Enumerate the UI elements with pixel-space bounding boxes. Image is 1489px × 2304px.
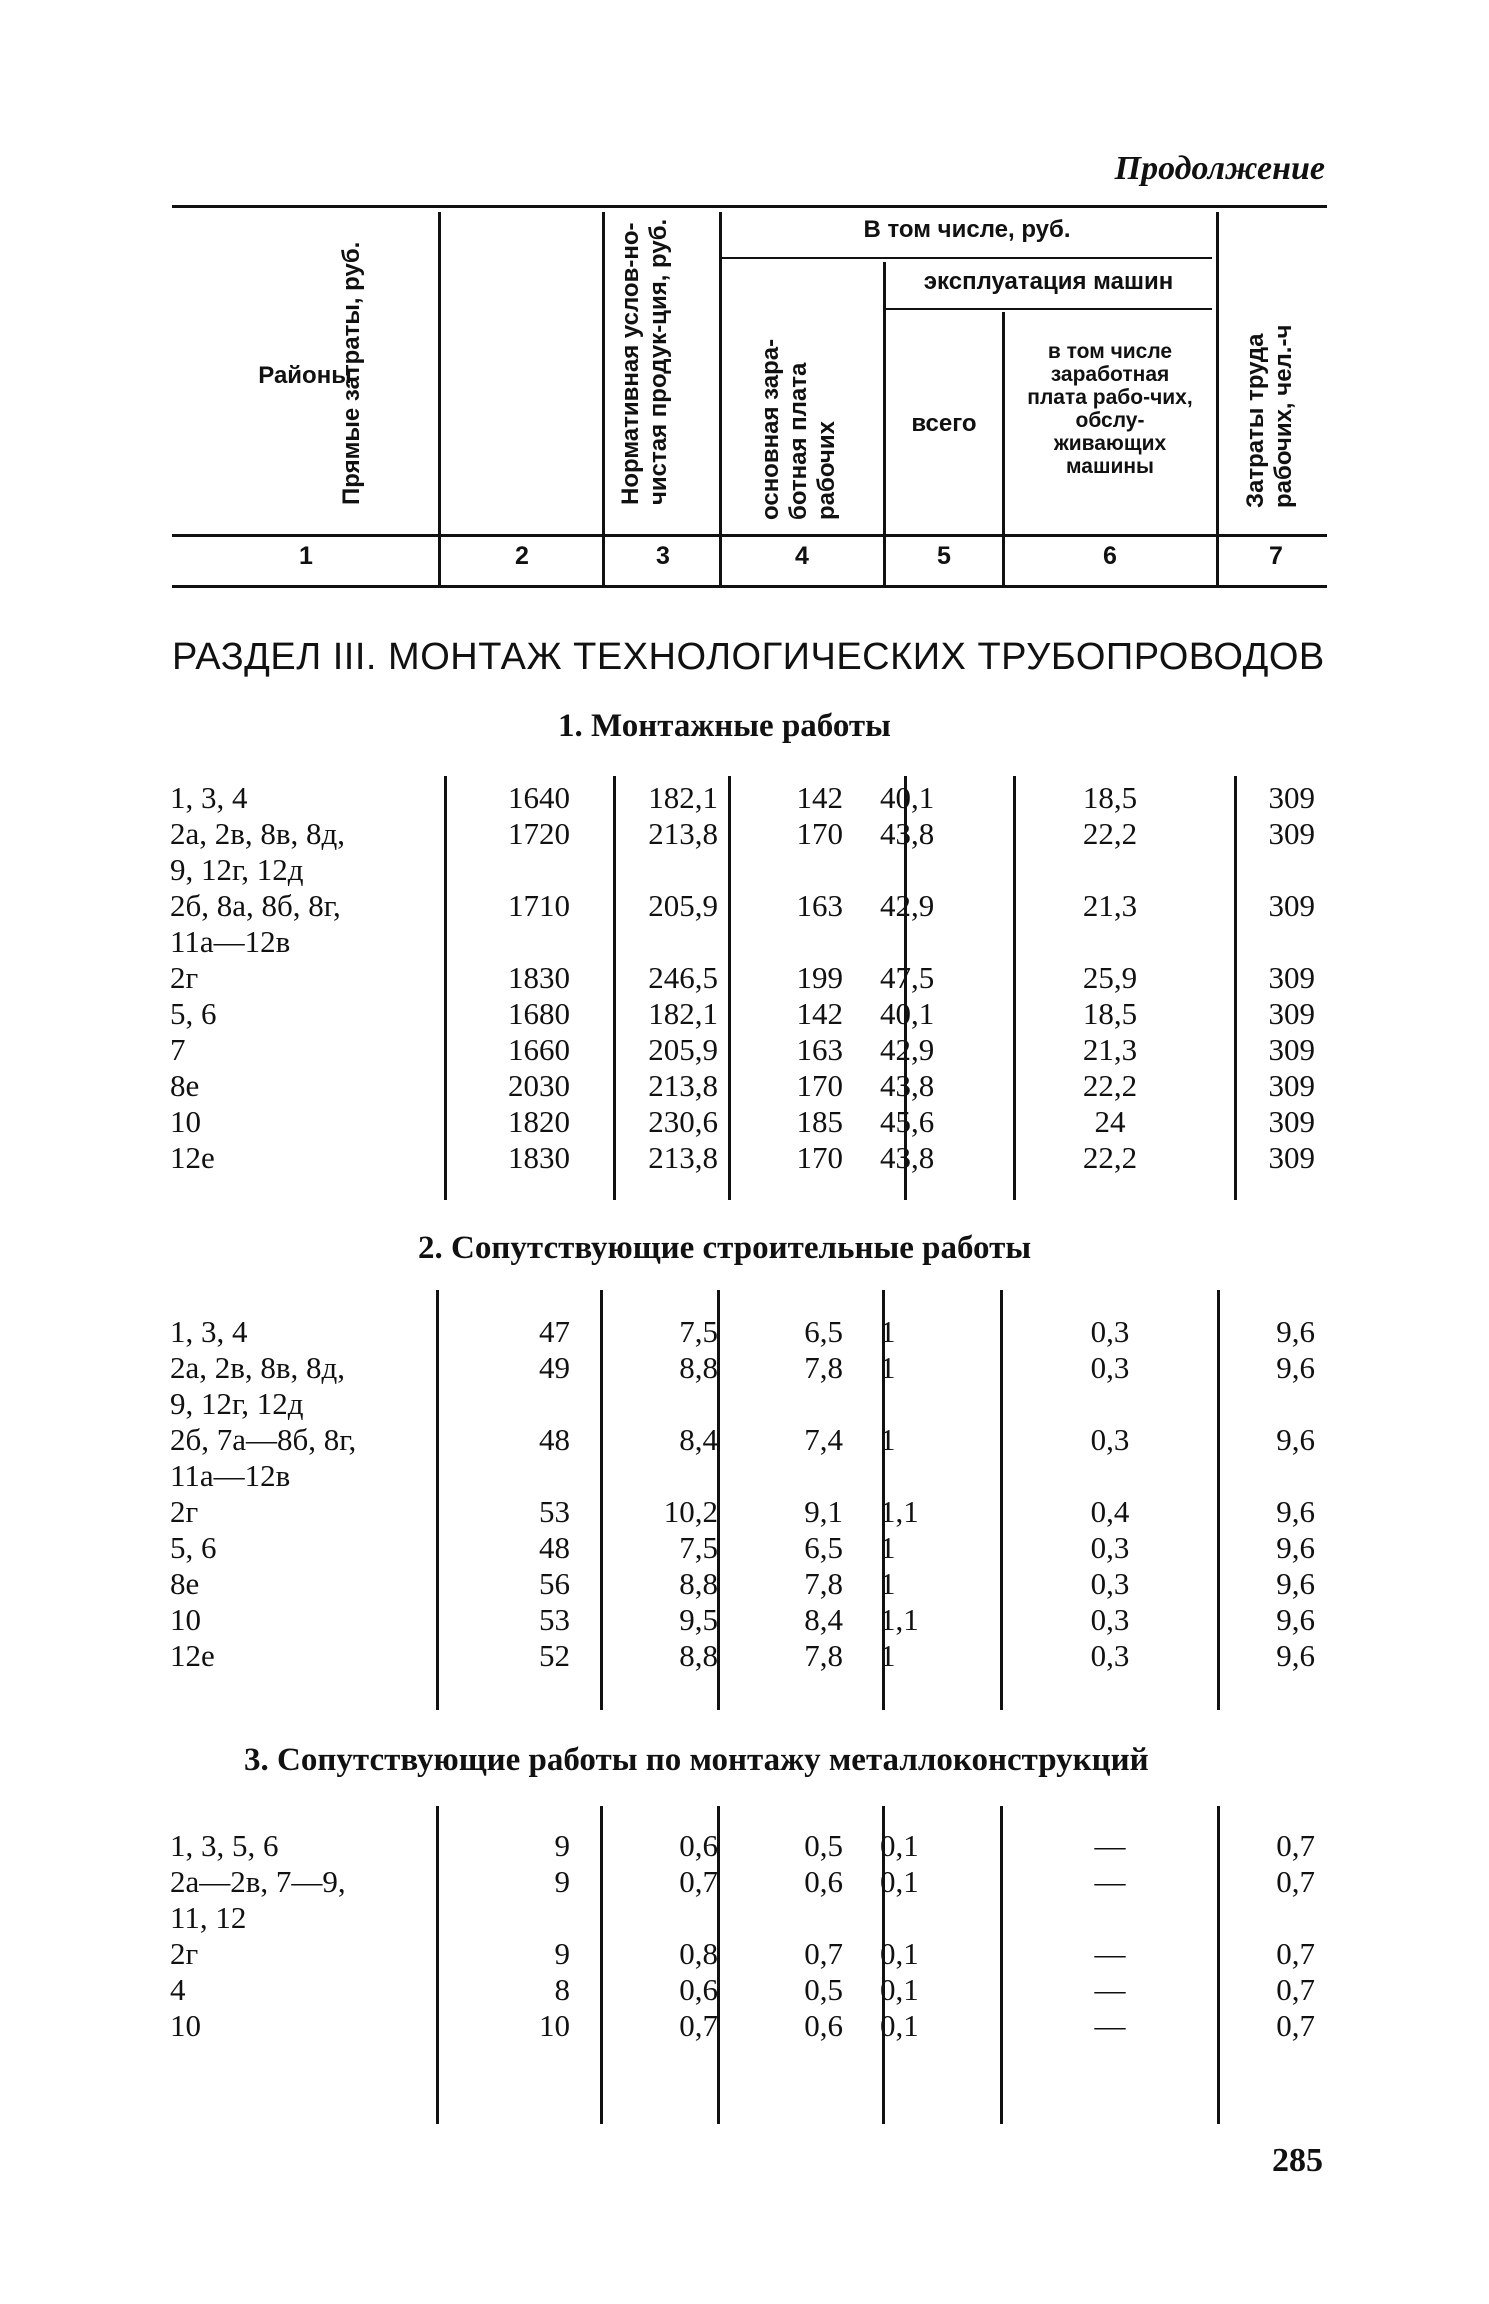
table-row <box>0 2008 1489 2044</box>
machines-total-cell: 42,9 <box>880 1032 935 1067</box>
base-wage-cell: 0,6 <box>804 2008 843 2043</box>
col-number-6: 6 <box>1103 542 1117 570</box>
labor-cell: 0,7 <box>1276 1972 1315 2007</box>
labor-cell: 309 <box>1268 1104 1315 1139</box>
table-row <box>0 1900 1489 1936</box>
machines-wage-cell: 0,3 <box>1090 1350 1130 1385</box>
col-number-4: 4 <box>795 542 809 570</box>
direct-costs-cell: 1640 <box>508 780 570 815</box>
base-wage-cell: 7,4 <box>804 1422 843 1457</box>
table-row <box>0 1386 1489 1422</box>
district-cell: 1, 3, 4 <box>170 1314 248 1349</box>
machines-group-rule <box>885 308 1212 310</box>
block-2-title: 2. Сопутствующие строительные работы <box>418 1230 1032 1266</box>
col-number-7: 7 <box>1269 542 1283 570</box>
district-cell: 12е <box>170 1140 215 1175</box>
header-top-rule <box>172 205 1327 208</box>
normative-cell: 7,5 <box>679 1314 718 1349</box>
base-wage-cell: 8,4 <box>804 1602 843 1637</box>
district-cell: 8е <box>170 1566 200 1601</box>
labor-cell: 9,6 <box>1276 1602 1315 1637</box>
district-cell: 10 <box>170 2008 201 2043</box>
machines-wage-cell: — <box>1094 1936 1126 1971</box>
machines-total-cell: 40,1 <box>880 996 935 1031</box>
district-cell: 2а, 2в, 8в, 8д, <box>170 816 346 851</box>
labor-cell: 0,7 <box>1276 1828 1315 1863</box>
header-vrule-2 <box>602 212 605 588</box>
district-cell: 11а—12в <box>170 1458 291 1493</box>
labor-cell: 0,7 <box>1276 1864 1315 1899</box>
direct-costs-cell: 49 <box>539 1350 570 1385</box>
table-row <box>0 1494 1489 1530</box>
base-wage-cell: 170 <box>796 1068 843 1103</box>
direct-costs-cell: 2030 <box>508 1068 570 1103</box>
machines-total-cell: 0,1 <box>880 1864 919 1899</box>
col-machines-group-label: эксплуатация машин <box>923 268 1174 295</box>
base-wage-cell: 163 <box>796 888 843 923</box>
direct-costs-cell: 1830 <box>508 1140 570 1175</box>
block-3-table <box>0 1806 1489 2124</box>
normative-cell: 246,5 <box>648 960 718 995</box>
table-row <box>0 852 1489 888</box>
table-row <box>0 1530 1489 1566</box>
col-incl-group-label: В том числе, руб. <box>863 216 1071 243</box>
col-district-label: Районы <box>258 362 352 389</box>
direct-costs-cell: 1720 <box>508 816 570 851</box>
district-cell: 2а—2в, 7—9, <box>170 1864 346 1899</box>
direct-costs-cell: 9 <box>554 1828 570 1863</box>
machines-wage-cell: 18,5 <box>1082 780 1138 815</box>
district-cell: 8е <box>170 1068 200 1103</box>
table-row <box>0 1314 1489 1350</box>
base-wage-cell: 0,7 <box>804 1936 843 1971</box>
machines-wage-cell: 0,3 <box>1090 1422 1130 1457</box>
machines-total-cell: 1 <box>880 1566 896 1601</box>
machines-total-cell: 1 <box>880 1350 896 1385</box>
district-cell: 10 <box>170 1104 201 1139</box>
machines-wage-cell: 0,3 <box>1090 1566 1130 1601</box>
direct-costs-cell: 8 <box>554 1972 570 2007</box>
table-row <box>0 1104 1489 1140</box>
table-row <box>0 888 1489 924</box>
normative-cell: 10,2 <box>663 1494 718 1529</box>
machines-total-cell: 1 <box>880 1638 896 1673</box>
normative-cell: 213,8 <box>648 816 718 851</box>
district-cell: 12е <box>170 1638 215 1673</box>
table-row <box>0 1068 1489 1104</box>
direct-costs-cell: 53 <box>539 1494 570 1529</box>
machines-wage-cell: 18,5 <box>1082 996 1138 1031</box>
normative-cell: 0,6 <box>679 1972 718 2007</box>
district-cell: 1, 3, 4 <box>170 780 248 815</box>
block-2-table <box>0 1290 1489 1710</box>
district-cell: 11а—12в <box>170 924 291 959</box>
col-direct-costs-label: Прямые затраты, руб. <box>338 241 365 505</box>
machines-wage-cell: — <box>1094 2008 1126 2043</box>
machines-wage-cell: 0,3 <box>1090 1530 1130 1565</box>
machines-total-cell: 1 <box>880 1422 896 1457</box>
base-wage-cell: 0,6 <box>804 1864 843 1899</box>
table-row <box>0 924 1489 960</box>
normative-cell: 0,7 <box>679 2008 718 2043</box>
machines-total-cell: 42,9 <box>880 888 935 923</box>
normative-cell: 182,1 <box>648 996 718 1031</box>
labor-cell: 9,6 <box>1276 1638 1315 1673</box>
direct-costs-cell: 1820 <box>508 1104 570 1139</box>
direct-costs-cell: 48 <box>539 1422 570 1457</box>
base-wage-cell: 7,8 <box>804 1566 843 1601</box>
labor-cell: 309 <box>1268 780 1315 815</box>
normative-cell: 8,8 <box>679 1350 718 1385</box>
machines-wage-cell: 25,9 <box>1082 960 1138 995</box>
machines-total-cell: 43,8 <box>880 816 935 851</box>
col-number-2: 2 <box>515 542 529 570</box>
col-number-3: 3 <box>656 542 670 570</box>
district-cell: 5, 6 <box>170 1530 217 1565</box>
machines-wage-cell: 0,3 <box>1090 1602 1130 1637</box>
table-row <box>0 780 1489 816</box>
district-cell: 11, 12 <box>170 1900 247 1935</box>
normative-cell: 213,8 <box>648 1068 718 1103</box>
header-vrule-6 <box>1216 212 1219 588</box>
direct-costs-cell: 52 <box>539 1638 570 1673</box>
base-wage-cell: 199 <box>796 960 843 995</box>
base-wage-cell: 163 <box>796 1032 843 1067</box>
district-cell: 2г <box>170 1494 199 1529</box>
normative-cell: 182,1 <box>648 780 718 815</box>
machines-wage-cell: 21,3 <box>1082 1032 1138 1067</box>
normative-cell: 0,8 <box>679 1936 718 1971</box>
table-row <box>0 1422 1489 1458</box>
labor-cell: 0,7 <box>1276 1936 1315 1971</box>
base-wage-cell: 7,8 <box>804 1350 843 1385</box>
machines-total-cell: 43,8 <box>880 1140 935 1175</box>
col-total-label: всего <box>911 410 977 437</box>
machines-total-cell: 1,1 <box>880 1602 919 1637</box>
base-wage-cell: 0,5 <box>804 1972 843 2007</box>
direct-costs-cell: 9 <box>554 1864 570 1899</box>
direct-costs-cell: 1830 <box>508 960 570 995</box>
machines-wage-cell: 0,4 <box>1090 1494 1130 1529</box>
district-cell: 9, 12г, 12д <box>170 1386 304 1421</box>
base-wage-cell: 0,5 <box>804 1828 843 1863</box>
base-wage-cell: 185 <box>796 1104 843 1139</box>
machines-total-cell: 0,1 <box>880 1972 919 2007</box>
base-wage-cell: 170 <box>796 1140 843 1175</box>
district-cell: 10 <box>170 1602 201 1637</box>
block-1-title: 1. Монтажные работы <box>558 708 891 744</box>
district-cell: 2а, 2в, 8в, 8д, <box>170 1350 346 1385</box>
header-bottom-rule <box>172 534 1327 537</box>
normative-cell: 7,5 <box>679 1530 718 1565</box>
header-vrule-3 <box>719 212 722 588</box>
header-vrule-5 <box>1002 312 1005 588</box>
machines-total-cell: 1 <box>880 1314 896 1349</box>
district-cell: 2б, 8а, 8б, 8г, <box>170 888 341 923</box>
col-number-1: 1 <box>299 542 313 570</box>
base-wage-cell: 7,8 <box>804 1638 843 1673</box>
machines-total-cell: 0,1 <box>880 2008 919 2043</box>
machines-wage-cell: — <box>1094 1972 1126 2007</box>
machines-wage-cell: 22,2 <box>1082 1140 1138 1175</box>
col-normative-label: Нормативная услов-но-чистая продук-ция, руб. <box>617 218 672 505</box>
normative-cell: 0,6 <box>679 1828 718 1863</box>
machines-total-cell: 45,6 <box>880 1104 935 1139</box>
base-wage-cell: 6,5 <box>804 1314 843 1349</box>
base-wage-cell: 142 <box>796 780 843 815</box>
numbers-bottom-rule <box>172 585 1327 588</box>
normative-cell: 0,7 <box>679 1864 718 1899</box>
col-base-wage-label: основная зара-ботная плата рабочих <box>757 338 840 520</box>
table-row <box>0 1864 1489 1900</box>
district-cell: 2б, 7а—8б, 8г, <box>170 1422 357 1457</box>
table-row <box>0 996 1489 1032</box>
direct-costs-cell: 1710 <box>508 888 570 923</box>
machines-wage-cell: 21,3 <box>1082 888 1138 923</box>
machines-wage-cell: 24 <box>1094 1104 1126 1139</box>
machines-total-cell: 43,8 <box>880 1068 935 1103</box>
labor-cell: 9,6 <box>1276 1530 1315 1565</box>
district-cell: 2г <box>170 1936 199 1971</box>
col-number-5: 5 <box>937 542 951 570</box>
base-wage-cell: 142 <box>796 996 843 1031</box>
direct-costs-cell: 53 <box>539 1602 570 1637</box>
machines-wage-cell: — <box>1094 1864 1126 1899</box>
normative-cell: 205,9 <box>648 1032 718 1067</box>
labor-cell: 9,6 <box>1276 1422 1315 1457</box>
table-row <box>0 1140 1489 1176</box>
block-3-title: 3. Сопутствующие работы по монтажу металлоконструкций <box>244 1742 1149 1778</box>
normative-cell: 205,9 <box>648 888 718 923</box>
continuation-label: Продолжение <box>1114 150 1325 187</box>
machines-total-cell: 0,1 <box>880 1828 919 1863</box>
machines-wage-cell: 0,3 <box>1090 1314 1130 1349</box>
district-cell: 7 <box>170 1032 186 1067</box>
district-cell: 1, 3, 5, 6 <box>170 1828 279 1863</box>
page-number: 285 <box>1272 2142 1323 2179</box>
labor-cell: 309 <box>1268 888 1315 923</box>
direct-costs-cell: 56 <box>539 1566 570 1601</box>
incl-group-rule <box>722 257 1212 259</box>
base-wage-cell: 9,1 <box>804 1494 843 1529</box>
base-wage-cell: 170 <box>796 816 843 851</box>
direct-costs-cell: 9 <box>554 1936 570 1971</box>
labor-cell: 309 <box>1268 1140 1315 1175</box>
machines-wage-cell: — <box>1094 1828 1126 1863</box>
machines-wage-cell: 22,2 <box>1082 816 1138 851</box>
direct-costs-cell: 1660 <box>508 1032 570 1067</box>
table-row <box>0 1828 1489 1864</box>
labor-cell: 309 <box>1268 1032 1315 1067</box>
labor-cell: 309 <box>1268 960 1315 995</box>
table-row <box>0 1638 1489 1674</box>
table-row <box>0 1458 1489 1494</box>
labor-cell: 309 <box>1268 1068 1315 1103</box>
district-cell: 5, 6 <box>170 996 217 1031</box>
col-labor-label: Затраты труда рабочих, чел.-ч <box>1242 324 1297 508</box>
normative-cell: 230,6 <box>648 1104 718 1139</box>
normative-cell: 8,8 <box>679 1638 718 1673</box>
machines-wage-cell: 0,3 <box>1090 1638 1130 1673</box>
normative-cell: 213,8 <box>648 1140 718 1175</box>
labor-cell: 9,6 <box>1276 1494 1315 1529</box>
machines-total-cell: 1,1 <box>880 1494 919 1529</box>
table-row <box>0 1602 1489 1638</box>
base-wage-cell: 6,5 <box>804 1530 843 1565</box>
col-incl-wage-label: в том числе заработная плата рабо-чих, обслу-живающих машины <box>1027 340 1193 478</box>
direct-costs-cell: 47 <box>539 1314 570 1349</box>
table-row <box>0 1936 1489 1972</box>
block-1-table <box>0 776 1489 1200</box>
district-cell: 2г <box>170 960 199 995</box>
labor-cell: 0,7 <box>1276 2008 1315 2043</box>
direct-costs-cell: 1680 <box>508 996 570 1031</box>
labor-cell: 9,6 <box>1276 1350 1315 1385</box>
normative-cell: 9,5 <box>679 1602 718 1637</box>
district-cell: 9, 12г, 12д <box>170 852 304 887</box>
normative-cell: 8,8 <box>679 1566 718 1601</box>
direct-costs-cell: 10 <box>539 2008 570 2043</box>
table-row <box>0 1032 1489 1068</box>
machines-total-cell: 1 <box>880 1530 896 1565</box>
labor-cell: 9,6 <box>1276 1566 1315 1601</box>
machines-total-cell: 47,5 <box>880 960 935 995</box>
table-row <box>0 1566 1489 1602</box>
machines-total-cell: 40,1 <box>880 780 935 815</box>
labor-cell: 309 <box>1268 816 1315 851</box>
table-row <box>0 960 1489 996</box>
header-vrule-1 <box>438 212 441 588</box>
table-row <box>0 816 1489 852</box>
machines-wage-cell: 22,2 <box>1082 1068 1138 1103</box>
district-cell: 4 <box>170 1972 186 2007</box>
direct-costs-cell: 48 <box>539 1530 570 1565</box>
normative-cell: 8,4 <box>679 1422 718 1457</box>
labor-cell: 309 <box>1268 996 1315 1031</box>
labor-cell: 9,6 <box>1276 1314 1315 1349</box>
section-title: РАЗДЕЛ III. МОНТАЖ ТЕХНОЛОГИЧЕСКИХ ТРУБОПРОВОДОВ <box>172 636 1325 678</box>
table-row <box>0 1972 1489 2008</box>
machines-total-cell: 0,1 <box>880 1936 919 1971</box>
table-row <box>0 1350 1489 1386</box>
